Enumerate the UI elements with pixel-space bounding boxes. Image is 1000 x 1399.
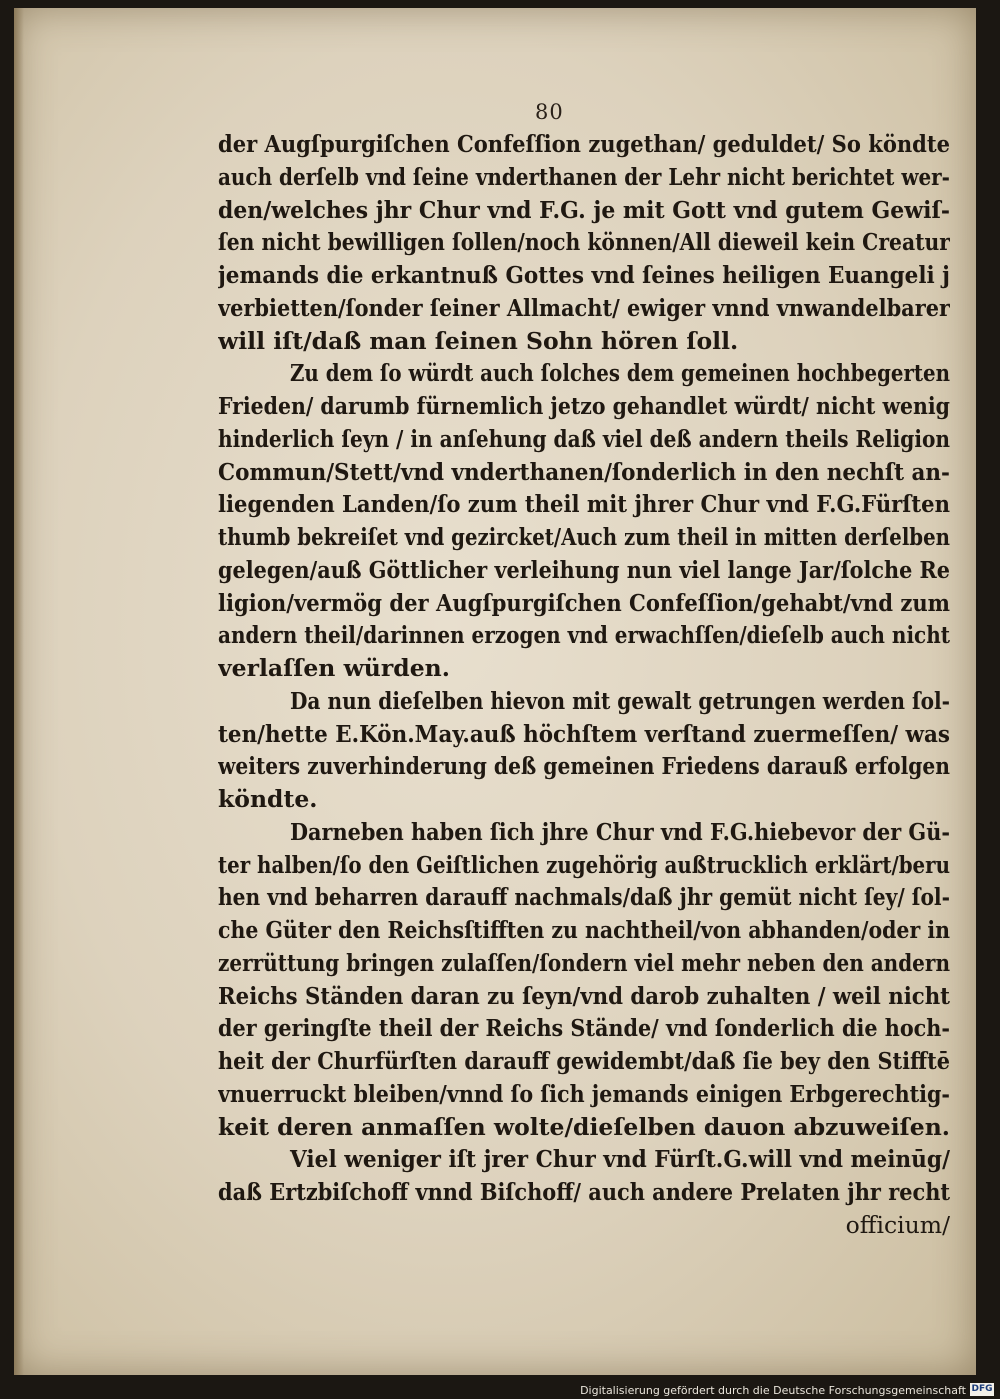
text-line: Frieden/ darumb fürnemlich jetzo gehandlet würdt/ nicht wenig (218, 392, 950, 420)
text-line: thumb bekreiſet vnd gezircket/Auch zum theil in mitten derſelben (218, 523, 950, 551)
text-line: hinderlich ſeyn / in anſehung daß viel deß andern theils Religion (218, 424, 950, 453)
text-line: den/welches jhr Chur vnd F.G. je mit Gott vnd gutem Gewiſ- (218, 195, 950, 224)
text-line: hen vnd beharren darauff nachmals/daß jhr gemüt nicht ſey/ ſol- (218, 883, 950, 912)
text-line: weiters zuverhinderung deß gemeinen Friedens darauß erfolgen (218, 752, 950, 781)
text-line: liegenden Landen/ſo zum theil mit jhrer Chur vnd F.G.Fürſten (218, 490, 950, 519)
text-line: Reichs Ständen daran zu ſeyn/vnd darob zuhalten / weil nicht (218, 981, 950, 1010)
text-line: Zu dem ſo würdt auch ſolches dem gemeinen hochbegerten (290, 359, 950, 388)
text-line: Commun/Stett/vnd vnderthanen/ſonderlich in den nechſt an- (218, 457, 950, 486)
text-line: köndte. (218, 785, 318, 813)
text-line: verbietten/ſonder ſeiner Allmacht/ ewiger vnnd vnwandelbarer (218, 293, 950, 322)
text-line: heit der Churfürſten darauff gewidembt/daß ſie bey den Stifftē (218, 1047, 950, 1075)
text-line: will iſt/daß man ſeinen Sohn hören ſoll. (218, 326, 739, 355)
text-line: Darneben haben ſich jhre Chur vnd F.G.hiebevor der Gü- (290, 817, 950, 846)
page-edge (14, 8, 24, 1375)
body-text (218, 128, 950, 1242)
catchword: officium/ (845, 1210, 950, 1239)
text-line: Viel weniger iſt jrer Chur vnd Fürſt.G.will vnd meinūg/ (290, 1145, 950, 1174)
text-line: gelegen/auß Göttlicher verleihung nun viel lange Jar/ſolche Re (218, 555, 950, 584)
text-line: verlaſſen würden. (218, 654, 450, 682)
text-line: ſen nicht bewilligen ſollen/noch können/All dieweil kein Creatur (218, 228, 950, 257)
text-line: der geringſte theil der Reichs Stände/ vnd ſonderlich die hoch- (218, 1014, 950, 1043)
text-line: zerrüttung bringen zulaſſen/ſondern viel mehr neben den andern (218, 948, 950, 977)
text-line: ligion/vermög der Augſpurgiſchen Confeſſion/gehabt/vnd zum (218, 588, 950, 617)
text-line: jemands die erkantnuß Gottes vnd ſeines heiligen Euangeli j (218, 261, 950, 289)
text-line: andern theil/darinnen erzogen vnd erwachſſen/dieſelb auch nicht (218, 621, 950, 650)
dfg-logo: DFG (971, 1384, 993, 1394)
text-line: vnuerruckt bleiben/vnnd ſo ſich jemands einigen Erbgerechtig- (218, 1079, 950, 1108)
text-line: che Güter den Reichsſtifften zu nachtheil/von abhanden/oder in (218, 916, 950, 944)
text-line: ten/hette E.Kön.May.auß höchſtem verſtand zuermeſſen/ was (218, 719, 950, 748)
text-line: auch derſelb vnd ſeine vnderthanen der Lehr nicht berichtet wer- (218, 162, 950, 191)
page-number: 80 (535, 100, 564, 124)
text-line: ter halben/ſo den Geiſtlichen zugehörig außtrucklich erklärt/beru (218, 850, 950, 879)
text-line: keit deren anmaſſen wolte/dieſelben dauon abzuweiſen. (218, 1112, 950, 1141)
text-line: der Augſpurgiſchen Confeſſion zugethan/ geduldet/ So köndte (218, 130, 950, 158)
digitization-credit: Digitalisierung gefördert durch die Deutsche Forschungsgemeinschaft (580, 1384, 966, 1397)
text-line: daß Ertzbiſchoff vnnd Biſchoff/ auch andere Prelaten jhr recht (218, 1178, 950, 1206)
text-line: Da nun dieſelben hievon mit gewalt getrungen werden ſol- (290, 686, 950, 715)
